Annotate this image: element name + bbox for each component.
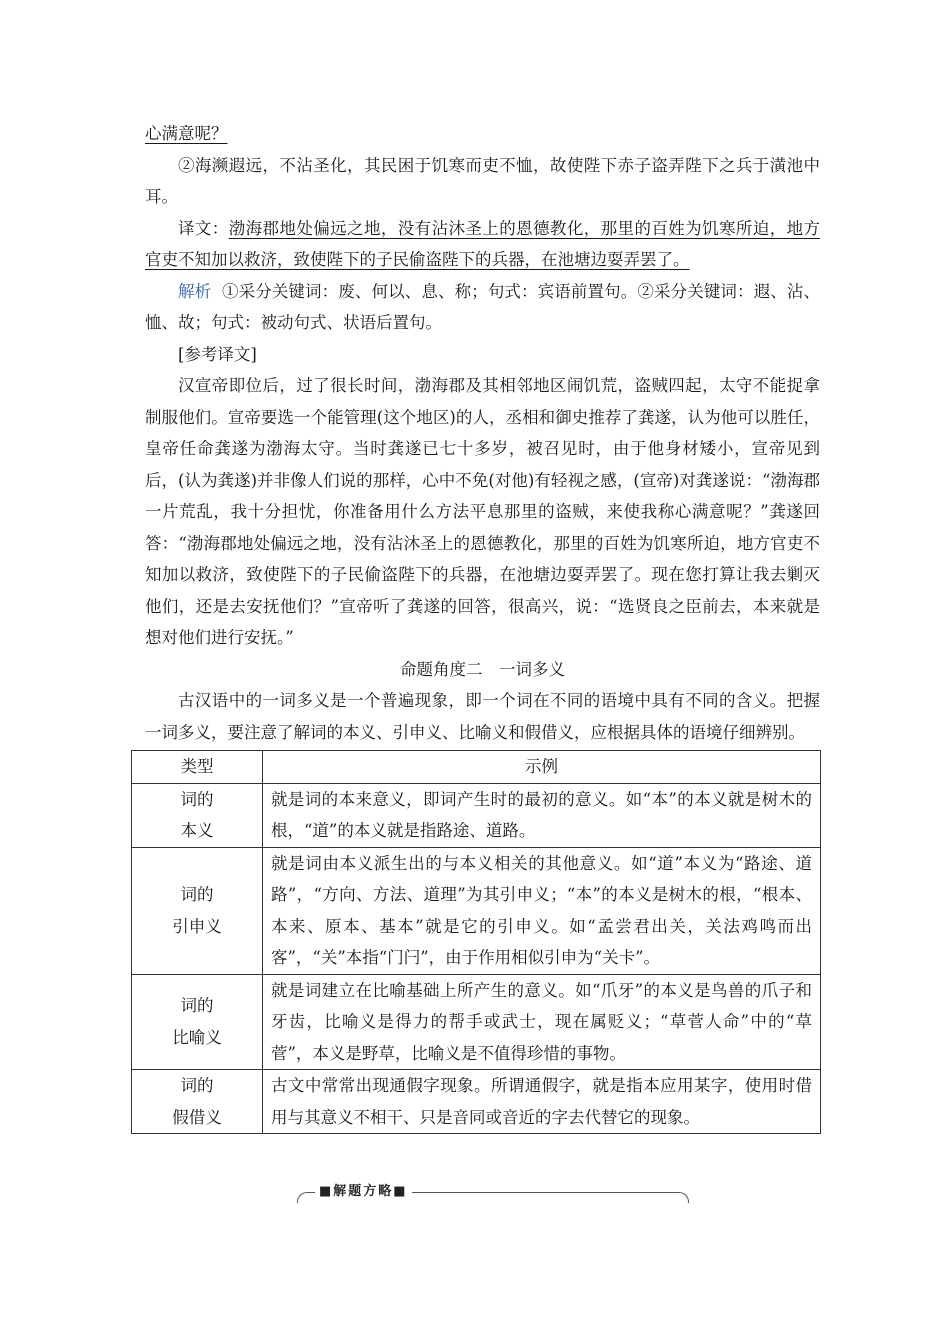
example-cell: 古文中常常出现通假字现象。所谓通假字，就是指本应用某字，使用时借用与其意义不相干、只是音同或音近的字去代替它的现象。 (263, 1070, 821, 1134)
paragraph-intro: 古汉语中的一词多义是一个普遍现象，即一个词在不同的语境中具有不同的含义。把握一词多义，要注意了解词的本义、引申义、比喻义和假借义，应根据具体的语境仔细辨别。 (145, 691, 820, 742)
type-cell: 词的 本义 (132, 783, 263, 847)
meaning-types-table (131, 750, 821, 1134)
analysis-text: ①采分关键词：废、何以、息、称；句式：宾语前置句。②采分关键词：遐、沾、恤、故；句式：被动句式、状语后置句。 (145, 281, 821, 332)
section-heading: 命题角度二 一词多义 (400, 659, 565, 679)
table-header-example: 示例 (263, 751, 821, 784)
strategy-title: ■解题方略■ (315, 1183, 412, 1201)
table-row (132, 783, 821, 847)
type-cell: 词的 假借义 (132, 1070, 263, 1134)
table-row (132, 1070, 821, 1134)
strategy-banner (297, 1183, 689, 1203)
analysis-label: 解析 (178, 281, 212, 301)
translation-label: 译文： (178, 218, 229, 238)
table-row (132, 847, 821, 974)
paragraph-question-2: ②海濒遐远，不沾圣化，其民困于饥寒而吏不恤，故使陛下赤子盗弄陛下之兵于潢池中耳。 (145, 155, 820, 206)
paragraph-translation (145, 213, 820, 276)
example-cell: 就是词的本来意义，即词产生时的最初的意义。如“本”的本义就是树木的根，“道”的本义就是指路途、道路。 (263, 783, 821, 847)
type-cell: 词的 引申义 (132, 847, 263, 974)
table-row (132, 974, 821, 1070)
paragraph-reference-translation: 汉宣帝即位后，过了很长时间，渤海郡及其相邻地区闹饥荒，盗贼四起，太守不能捉拿制服他们。宣帝要选一个能管理(这个地区)的人，丞相和御史推荐了龚遂，认为他可以胜任，皇帝任命龚遂为渤海太守。当时龚遂已七十多岁，被召见时，由于他身材矮小，宣帝见到后，(认为龚遂)并非像人们说的那样，心中不免(对他)有轻视之感，(宣帝)对龚遂说：“渤海郡一片荒乱，我十分担忧，你准备用什么方法平息那里的盗贼，来使我称心满意呢？”龚遂回答：“渤海郡地处偏远之地，没有沾沐圣上的恩德教化，那里的百姓为饥寒所迫，地方官吏不知加以救济，致使陛下的子民偷盗陛下的兵器，在池塘边耍弄罢了。现在您打算让我去剿灭他们，还是去安抚他们？”宣帝听了龚遂的回答，很高兴，说：“选贤良之臣前去，本来就是想对他们进行安抚。” (145, 376, 820, 647)
example-cell: 就是词建立在比喻基础上所产生的意义。如“爪牙”的本义是鸟兽的爪子和牙齿，比喻义是得力的帮手或武士，现在属贬义；“草菅人命”中的“草菅”，本义是野草，比喻义是不值得珍惜的事物。 (263, 974, 821, 1070)
paragraph-end-of-question: 心满意呢？ (145, 124, 228, 143)
reference-translation-heading: [参考译文] (178, 344, 257, 364)
paragraph-analysis (145, 276, 820, 339)
table-header-type: 类型 (132, 751, 263, 784)
translation-text: 渤海郡地处偏远之地，没有沾沐圣上的恩德教化，那里的百姓为饥寒所迫，地方官吏不知加以救济，致使陛下的子民偷盗陛下的兵器，在池塘边耍弄罢了。 (145, 218, 821, 269)
document-page (145, 118, 820, 1134)
table-header-row (132, 751, 821, 784)
example-cell: 就是词由本义派生出的与本义相关的其他意义。如“道”本义为“路途、道路”，“方向、方法、道理”为其引申义；“本”的本义是树木的根，“根本、本来、原本、基本”就是它的引申义。如“孟尝君出关，关法鸡鸣而出客”，“关”本指“门闩”，由于作用相似引申为“关卡”。 (263, 847, 821, 974)
type-cell: 词的 比喻义 (132, 974, 263, 1070)
